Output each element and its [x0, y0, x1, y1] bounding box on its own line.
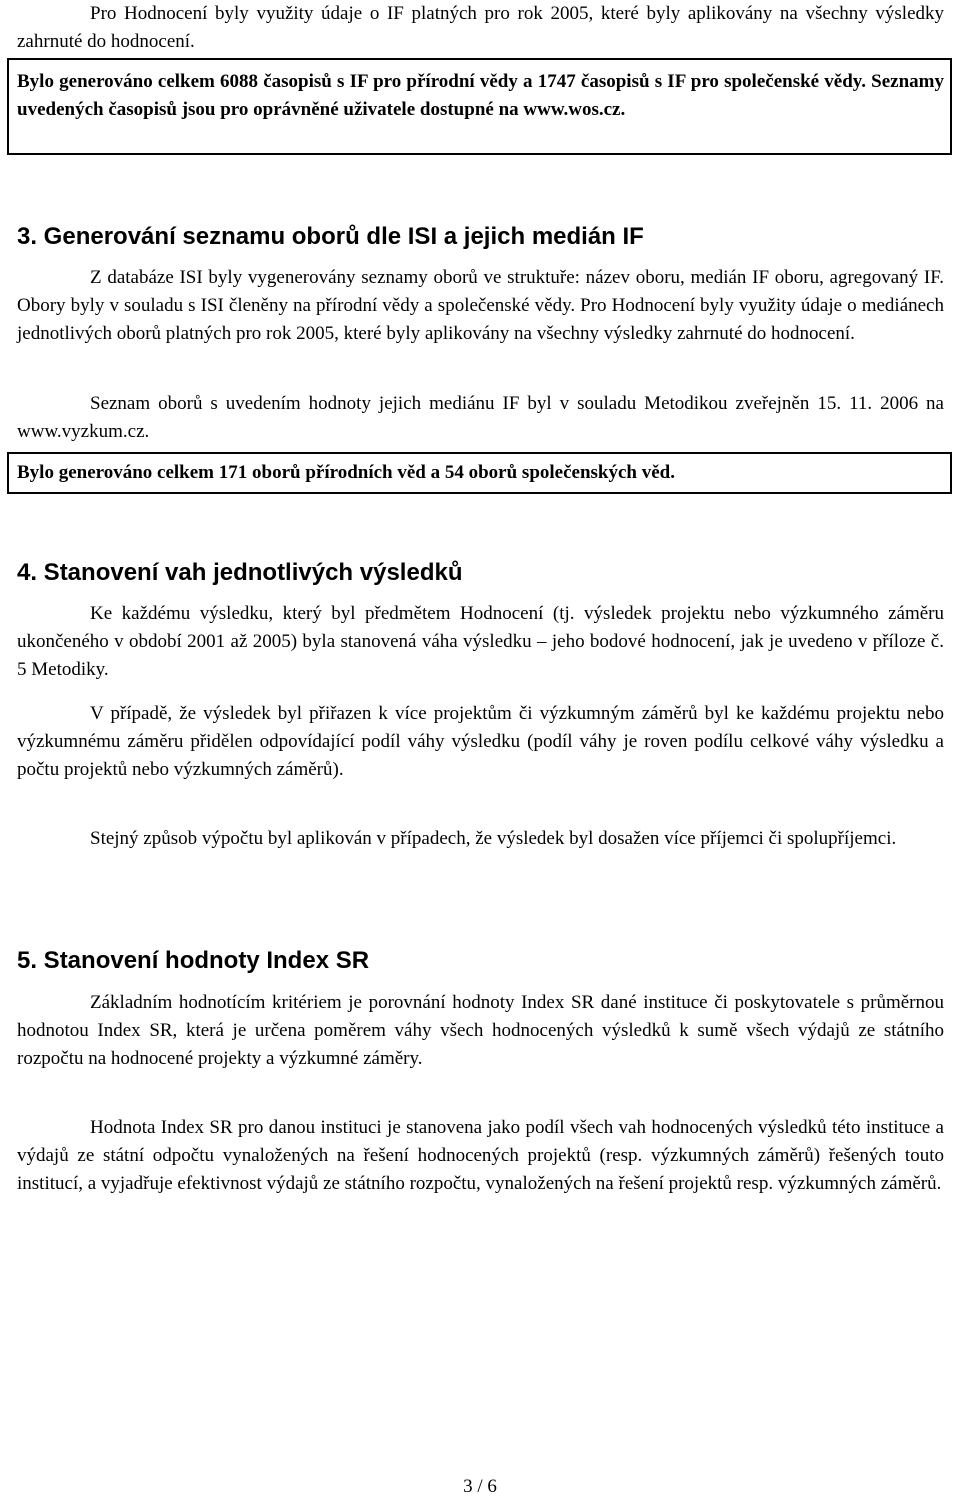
section-3-paragraph-2-text: Seznam oborů s uvedením hodnoty jejich mediánu IF byl v souladu Metodikou zveřejněn 15. 11. 2006 na www.vyzkum.cz. — [17, 393, 944, 442]
section-3-paragraph-2 — [17, 390, 944, 446]
section-4-paragraph-3 — [17, 825, 944, 853]
section-4-paragraph-3-text: Stejný způsob výpočtu byl aplikován v případech, že výsledek byl dosažen více příjemci či spolupříjemci. — [90, 828, 897, 849]
section-4-paragraph-2 — [17, 700, 944, 784]
section-4-paragraph-1 — [17, 600, 944, 684]
intro-paragraph-text: Pro Hodnocení byly využity údaje o IF platných pro rok 2005, které byly aplikovány na všechny výsledky zahrnuté do hodnocení. — [17, 3, 944, 52]
page-number: 3 / 6 — [463, 1476, 497, 1497]
section-5-paragraph-2-text: Hodnota Index SR pro danou instituci je stanovena jako podíl všech vah hodnocených výsledků této instituce a výdajů ze státní odpočtu vynaložených na řešení hodnocených projektů (resp. výzkumných záměrů) řešených touto institucí, a vyjadřuje efektivnost výdajů ze státního rozpočtu, vynaložených na řešení projektů resp. výzkumných záměrů. — [17, 1117, 944, 1194]
section-3-heading: 3. Generování seznamu oborů dle ISI a jejich medián IF — [17, 223, 644, 250]
section-4-heading: 4. Stanovení vah jednotlivých výsledků — [17, 559, 463, 586]
intro-paragraph-if-2005 — [17, 0, 944, 56]
section-5-paragraph-2 — [17, 1114, 944, 1198]
section-5-paragraph-1 — [17, 989, 944, 1073]
section-5-paragraph-1-text: Základním hodnotícím kritériem je porovnání hodnoty Index SR dané instituce či poskytovatele s průměrnou hodnotou Index SR, která je určena poměrem váhy všech hodnocených výsledků k sumě všech výdajů ze státního rozpočtu na hodnocené projekty a výzkumné záměry. — [17, 992, 944, 1069]
section-4-paragraph-1-text: Ke každému výsledku, který byl předmětem Hodnocení (tj. výsledek projektu nebo výzkumného záměru ukončeného v období 2001 až 2005) byla stanovená váha výsledku – jeho bodové hodnocení, jak je uvedeno v příloze č. 5 Metodiky. — [17, 603, 944, 680]
section-5-heading: 5. Stanovení hodnoty Index SR — [17, 947, 370, 974]
section-4-paragraph-2-text: V případě, že výsledek byl přiřazen k více projektům či výzkumným záměrů byl ke každému projektu nebo výzkumnému záměru přidělen odpovídající podíl váhy výsledku (podíl váhy je roven podílu celkové váhy výsledku a počtu projektů nebo výzkumných záměrů). — [17, 703, 944, 780]
section-3-paragraph-1-text: Z databáze ISI byly vygenerovány seznamy oborů ve struktuře: název oboru, medián IF oboru, agregovaný IF. Obory byly v souladu s ISI členěny na přírodní vědy a společenské vědy. Pro Hodnocení byly využity údaje o mediánech jednotlivých oborů platných pro rok 2005, které byly aplikovány na všechny výsledky zahrnuté do hodnocení. — [17, 267, 944, 344]
intro-paragraph-journal-counts: Bylo generováno celkem 6088 časopisů s IF pro přírodní vědy a 1747 časopisů s IF pro společenské vědy. Seznamy uvedených časopisů jsou pro oprávněné uživatele dostupné na www.wos.cz. — [17, 71, 944, 120]
section-3-paragraph-1 — [17, 264, 944, 348]
section-3-paragraph-3: Bylo generováno celkem 171 oborů přírodních věd a 54 oborů společenských věd. — [17, 462, 675, 483]
